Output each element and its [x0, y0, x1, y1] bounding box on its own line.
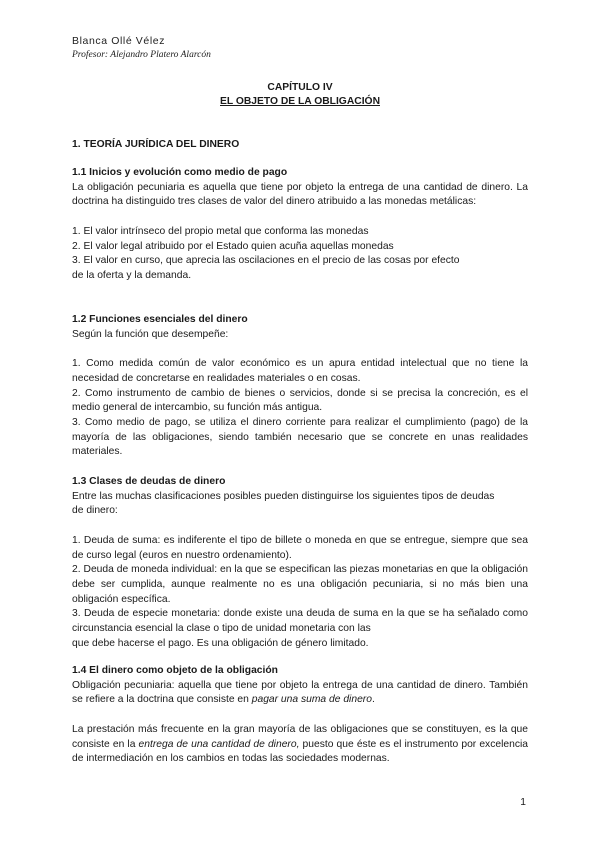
chapter-number: CAPÍTULO IV	[267, 82, 333, 93]
subsection-title: 1.4 El dinero como objeto de la obligación	[72, 665, 278, 676]
list-item: 1. Como medida común de valor económico es un apura entidad intelectual que no tiene la necesidad de concretarse en realidades materiales o en cosas.	[72, 358, 528, 384]
list-item: 2. El valor legal atribuido por el Estado quien acuña aquellas monedas	[72, 240, 394, 252]
list-item: 1. El valor intrínseco del propio metal que conforma las monedas	[72, 225, 369, 237]
professor-name: Profesor: Alejandro Platero Alarcón	[72, 50, 211, 60]
section-1-4	[72, 664, 528, 767]
paragraph: Entre las muchas clasificaciones posibles pueden distinguirse los siguientes tipos de deudas de dinero:	[72, 490, 495, 517]
list-item: que debe hacerse el pago. Es una obligación de género limitado.	[72, 637, 369, 649]
paragraph: La obligación pecuniaria es aquella que tiene por objeto la entrega de una cantidad de dinero. La doctrina ha distinguido tres clases de valor del dinero atribuido a las monedas metálicas:	[72, 181, 528, 208]
section-title: 1. TEORÍA JURÍDICA DEL DINERO	[72, 139, 240, 150]
list-item: 3. El valor en curso, que aprecia las oscilaciones en el precio de las cosas por efecto	[72, 255, 460, 267]
list-item: 3. Deuda de especie monetaria: donde existe una deuda de suma en la que se ha señalado como circunstancia esencial la clase o tipo de unidad monetaria con las	[72, 608, 528, 635]
subsection-title: 1.1 Inicios y evolución como medio de pago	[72, 167, 288, 178]
list-item: 1. Deuda de suma: es indiferente el tipo de billete o moneda en que se entregue, siempre que sea de curso legal (euros en nuestro ordenamiento).	[72, 534, 528, 561]
section-1-1	[72, 166, 528, 284]
list-item: 3. Como medio de pago, se utiliza el dinero corriente para realizar el cumplimiento (pago) de la mayoría de las obligaciones, siendo también necesario que se concrete en unas realidades materiales.	[72, 416, 528, 458]
list-item: de la oferta y la demanda.	[72, 269, 192, 281]
paragraph: Obligación pecuniaria: aquella que tiene por objeto la entrega de una cantidad de dinero. También se refiere a la doctrina que consiste en pagar una suma de dinero.	[72, 679, 528, 706]
list-item: 2. Deuda de moneda individual: en la que se especifican las piezas monetarias en que la obligación debe ser cumplida, aunque realmente no es una obligación pecuniaria, si no más bien una obligación específica.	[72, 564, 528, 605]
page-number: 1	[520, 797, 526, 808]
section-1-3	[72, 475, 528, 651]
paragraph: Según la función que desempeñe:	[72, 328, 229, 340]
subsection-title: 1.2 Funciones esenciales del dinero	[72, 314, 248, 325]
list-item: 2. Como instrumento de cambio de bienes o servicios, donde si se precisa la concreción, es el medio general de intercambio, su función más antigua.	[72, 387, 528, 414]
section-1-2	[72, 313, 528, 460]
subsection-title: 1.3 Clases de deudas de dinero	[72, 476, 226, 487]
author-name: Blanca Ollé Vélez	[72, 35, 166, 47]
chapter-title: EL OBJETO DE LA OBLIGACIÓN	[220, 96, 380, 107]
paragraph: La prestación más frecuente en la gran mayoría de las obligaciones que se constituyen, es la que consiste en la entrega de una cantidad de dinero, puesto que éste es el instrumento por excelencia de intermediación en los cambios en todas las sociedades modernas.	[72, 723, 528, 765]
